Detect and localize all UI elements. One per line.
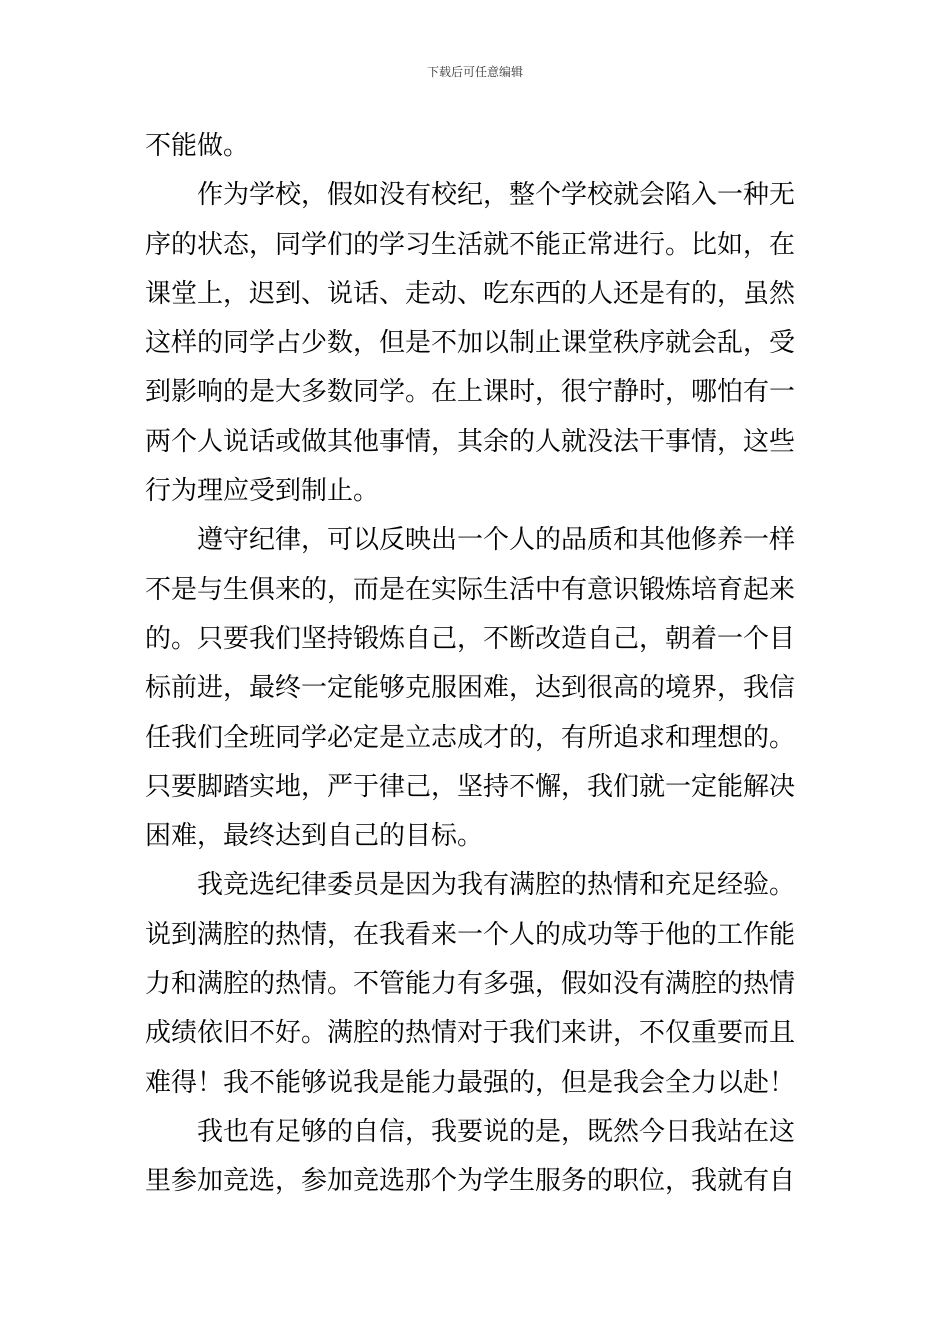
text-line: 行为理应受到制止。 [145, 476, 380, 507]
text-line: 不能做。 [145, 131, 250, 161]
text-line: 我竞选纪律委员是因为我有满腔的热情和充足经验。 [197, 870, 796, 901]
document-body [145, 122, 810, 1207]
text-line: 任我们全班同学必定是立志成才的，有所追求和理想的。 [145, 722, 796, 753]
text-line: 的。只要我们坚持锻炼自己，不断改造自己，朝着一个目 [145, 623, 796, 654]
text-line: 里参加竞选，参加竞选那个为学生服务的职位，我就有自 [145, 1166, 796, 1197]
text-line: 不是与生俱来的，而是在实际生活中有意识锻炼培育起来 [145, 574, 796, 605]
text-line: 作为学校，假如没有校纪，整个学校就会陷入一种无 [197, 180, 796, 211]
text-line: 这样的同学占少数，但是不加以制止课堂秩序就会乱，受 [145, 328, 796, 359]
text-line: 难得！我不能够说我是能力最强的，但是我会全力以赴！ [145, 1067, 796, 1098]
text-line: 两个人说话或做其他事情，其余的人就没法干事情，这些 [145, 426, 796, 457]
text-line: 课堂上，迟到、说话、走动、吃东西的人还是有的，虽然 [145, 278, 796, 309]
text-line: 序的状态，同学们的学习生活就不能正常进行。比如，在 [145, 229, 796, 260]
text-line: 困难，最终达到自己的目标。 [145, 821, 484, 852]
text-line: 力和满腔的热情。不管能力有多强，假如没有满腔的热情 [145, 969, 796, 1000]
text-line: 到影响的是大多数同学。在上课时，很宁静时，哪怕有一 [145, 377, 796, 408]
text-line: 遵守纪律，可以反映出一个人的品质和其他修养一样 [197, 525, 796, 556]
text-line: 成绩依旧不好。满腔的热情对于我们来讲，不仅重要而且 [145, 1018, 796, 1049]
text-line: 只要脚踏实地，严于律己，坚持不懈，我们就一定能解决 [145, 771, 796, 802]
text-line: 我也有足够的自信，我要说的是，既然今日我站在这 [197, 1116, 796, 1147]
text-line: 说到满腔的热情，在我看来一个人的成功等于他的工作能 [145, 919, 796, 950]
page-header: 下载后可任意编辑 [426, 65, 523, 79]
text-line: 标前进，最终一定能够克服困难，达到很高的境界，我信 [145, 673, 796, 704]
